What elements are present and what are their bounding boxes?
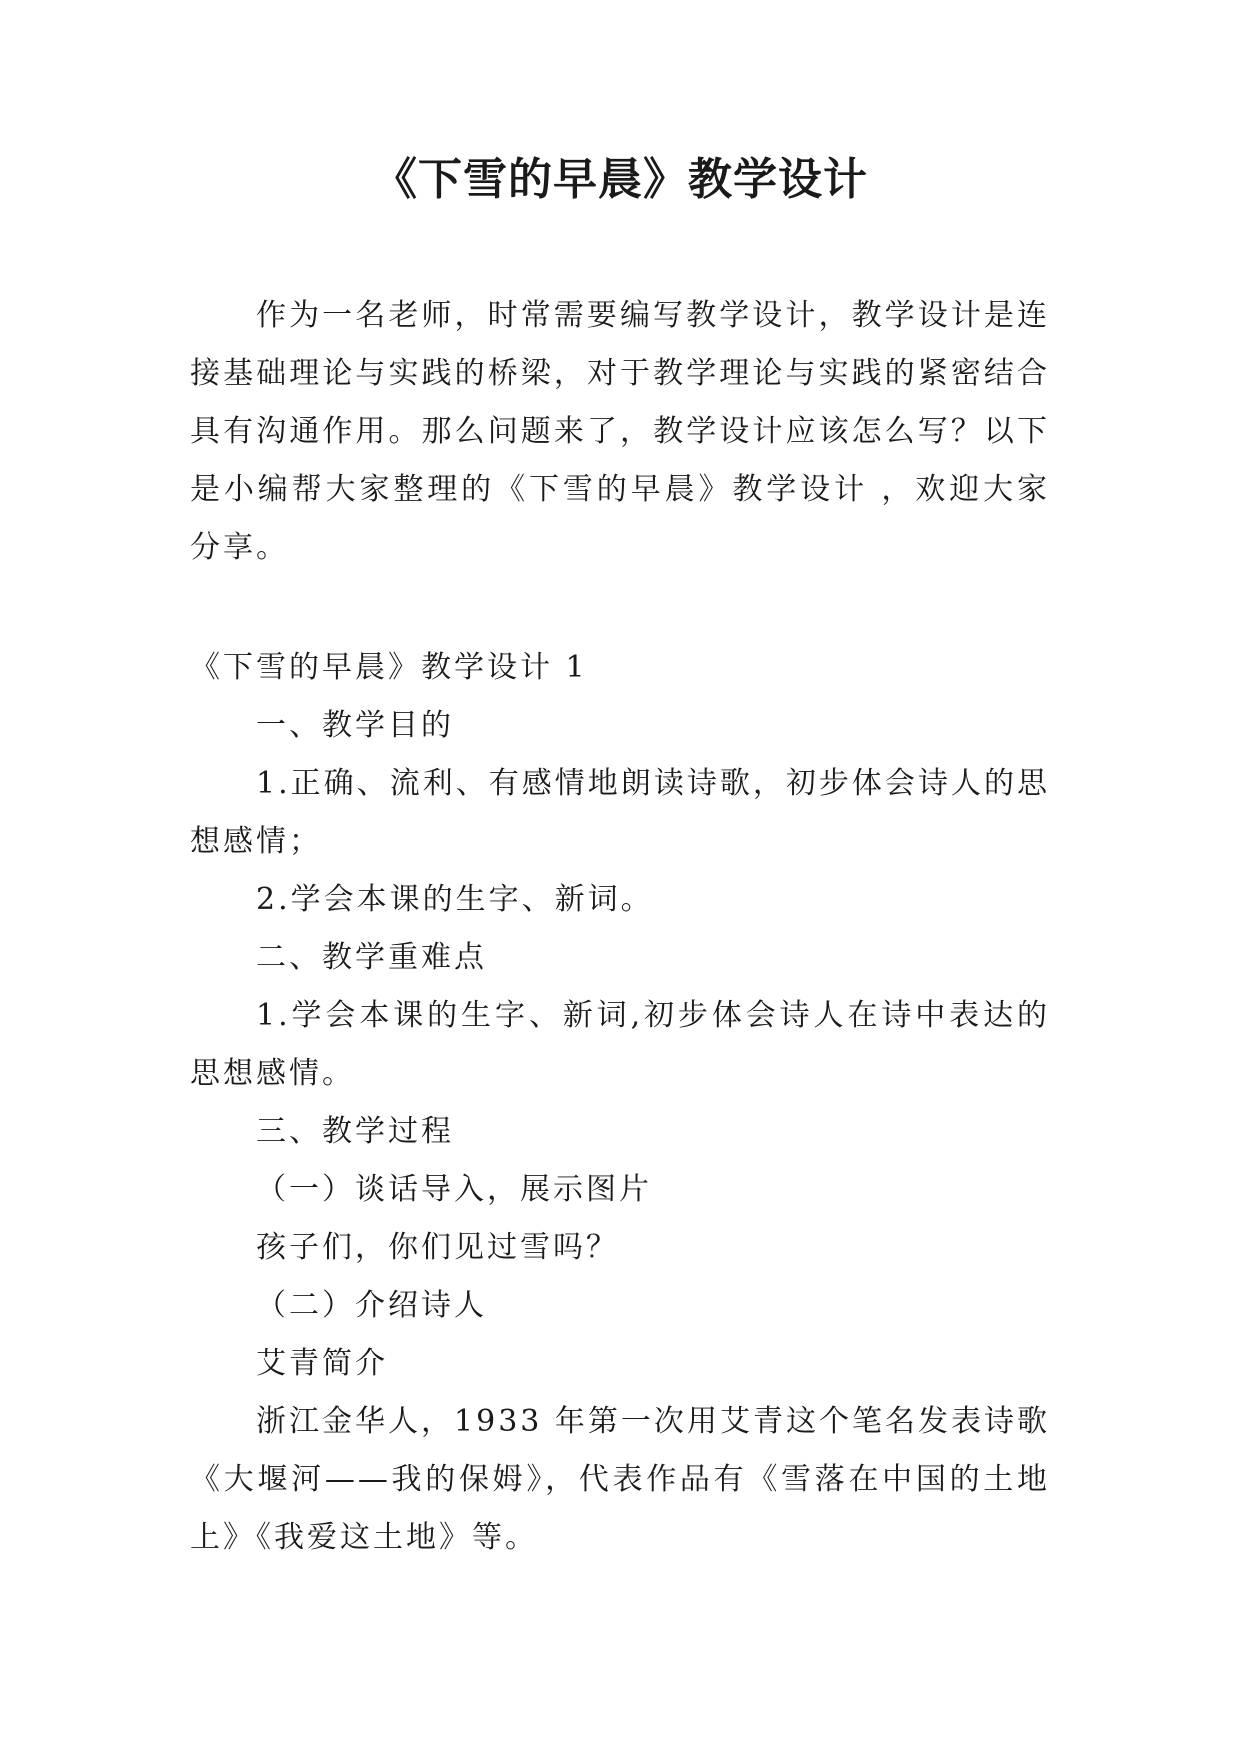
section-heading: 《下雪的早晨》教学设计 1 bbox=[190, 650, 588, 685]
content-block bbox=[190, 639, 1050, 1567]
document-title: 《下雪的早晨》教学设计 bbox=[373, 154, 868, 205]
paragraph-step-1-text: 孩子们，你们见过雪吗？ bbox=[256, 1230, 619, 1265]
paragraph-step-2-heading: （二）介绍诗人 bbox=[256, 1288, 487, 1323]
paragraph-key-point-1: 1.学会本课的生字、新词,初步体会诗人在诗中表达的思想感情。 bbox=[190, 998, 1050, 1091]
paragraph-goal-1: 1.正确、流利、有感情地朗读诗歌，初步体会诗人的思想感情； bbox=[190, 766, 1050, 859]
paragraph-process-heading: 三、教学过程 bbox=[256, 1114, 454, 1149]
paragraph-poet-bio: 浙江金华人，1933 年第一次用艾青这个笔名发表诗歌《大堰河——我的保姆》，代表作品有《雪落在中国的土地上》《我爱这土地》等。 bbox=[190, 1404, 1050, 1555]
paragraph-key-points-heading: 二、教学重难点 bbox=[256, 940, 487, 975]
paragraph-goal-heading: 一、教学目的 bbox=[256, 708, 454, 743]
paragraph-step-1-heading: （一）谈话导入，展示图片 bbox=[256, 1172, 652, 1207]
intro-paragraph: 作为一名老师，时常需要编写教学设计，教学设计是连接基础理论与实践的桥梁，对于教学理论与实践的紧密结合具有沟通作用。那么问题来了，教学设计应该怎么写？以下是小编帮大家整理的《下雪的早晨》教学设计 ，欢迎大家分享。 bbox=[190, 298, 1050, 565]
paragraph-poet-intro-heading: 艾青简介 bbox=[256, 1346, 388, 1381]
intro-block bbox=[190, 287, 1050, 577]
paragraph-goal-2: 2.学会本课的生字、新词。 bbox=[256, 882, 654, 917]
